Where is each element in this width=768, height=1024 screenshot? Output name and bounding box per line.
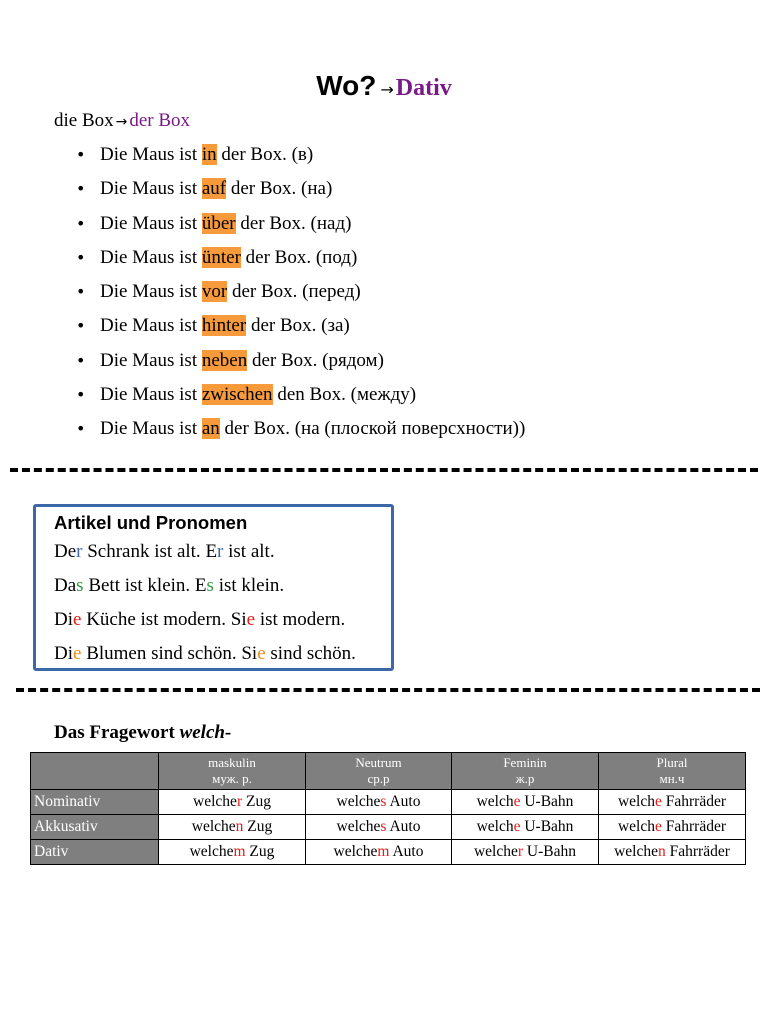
dashed-divider: [16, 688, 760, 692]
header-de: Plural: [656, 755, 688, 770]
table-cell: [452, 790, 599, 815]
stem: welch: [476, 793, 514, 810]
column-header: [159, 753, 306, 790]
header-ru: мн.ч: [659, 771, 685, 786]
noun: Auto: [386, 818, 421, 835]
stem: welche: [191, 818, 236, 835]
header-ru: муж. р.: [212, 771, 252, 786]
fragewort-word: welch-: [179, 722, 232, 743]
stem: welche: [614, 843, 658, 860]
column-header: [599, 753, 746, 790]
pronoun-ending: r: [217, 541, 224, 562]
arrow-icon: →: [115, 114, 128, 130]
list-item: [100, 138, 525, 172]
list-item: [100, 309, 525, 343]
sentence-end: der Box. (на (плоской поверсхности)): [219, 418, 526, 440]
ending: n: [658, 843, 666, 860]
noun: U-Bahn: [523, 843, 576, 860]
pronoun-stem: Si: [241, 643, 258, 664]
box-left: die Box: [54, 110, 114, 131]
sentence-start: Die Maus ist: [100, 212, 202, 234]
sentence-start: Die Maus ist: [100, 418, 202, 440]
ending: r: [236, 793, 243, 810]
sentence-end: den Box. (между): [272, 384, 417, 406]
article-ending: e: [73, 643, 82, 664]
stem: welche: [333, 843, 378, 860]
row-header: Akkusativ: [31, 815, 159, 840]
article-stem: Di: [54, 609, 73, 630]
sentence-end: der Box. (перед): [227, 281, 361, 303]
pronoun-ending: s: [206, 575, 214, 596]
article-stem: Di: [54, 643, 73, 664]
table-cell: [599, 790, 746, 815]
table-cell: [599, 815, 746, 840]
artikel-line: [54, 575, 284, 597]
list-item: [100, 275, 525, 309]
ending: s: [380, 793, 387, 810]
row-header: Dativ: [31, 840, 159, 865]
sentence-part: Schrank ist alt.: [82, 541, 206, 562]
corner-cell: [31, 753, 159, 790]
artikel-heading: Artikel und Pronomen: [54, 512, 248, 533]
ending: m: [233, 843, 246, 860]
preposition-highlight: vor: [201, 281, 228, 303]
table-cell: [159, 840, 306, 865]
box-transformation: [54, 110, 190, 132]
ending: e: [513, 793, 521, 810]
preposition-highlight: in: [201, 144, 217, 165]
sentence-end: der Box. (под): [240, 246, 358, 268]
column-header: [306, 753, 452, 790]
column-header: [452, 753, 599, 790]
sentence-start: Die Maus ist: [100, 178, 202, 200]
artikel-line: [54, 643, 356, 665]
stem: welch: [617, 793, 655, 810]
table-cell: [159, 790, 306, 815]
sentence-end: der Box. (в): [216, 144, 314, 165]
artikel-box: [33, 504, 394, 671]
table-cell: [159, 815, 306, 840]
ending: e: [655, 793, 662, 810]
ending: e: [655, 818, 662, 835]
ending: r: [517, 843, 524, 860]
noun: U-Bahn: [520, 818, 574, 835]
sentence-part: ist alt.: [223, 541, 275, 562]
pronoun-ending: e: [257, 643, 266, 664]
sentence-part: ist klein.: [213, 575, 285, 596]
stem: welche: [336, 818, 381, 835]
pronoun-stem: E: [205, 541, 218, 562]
noun: Auto: [389, 843, 424, 860]
fragewort-label: Das Fragewort: [54, 722, 180, 743]
table-row: [31, 815, 746, 840]
stem: welche: [193, 793, 237, 810]
fragewort-heading: [54, 722, 231, 744]
title-arrow-icon: →: [380, 80, 394, 99]
artikel-line: [54, 609, 345, 631]
stem: welche: [473, 843, 518, 860]
stem: welche: [189, 843, 234, 860]
stem: welche: [336, 793, 381, 810]
row-header: Nominativ: [31, 790, 159, 815]
page-title: [0, 70, 768, 102]
sentence-end: der Box. (рядом): [247, 349, 384, 371]
pronoun-stem: Si: [230, 609, 247, 630]
sentence-start: Die Maus ist: [100, 349, 202, 371]
preposition-highlight: zwischen: [201, 384, 273, 406]
list-item: [100, 344, 525, 378]
noun: Fahrräder: [661, 793, 727, 810]
list-item: [100, 378, 525, 412]
sentence-start: Die Maus ist: [100, 281, 202, 303]
header-de: Neutrum: [355, 755, 402, 770]
sentence-part: ist modern.: [255, 609, 346, 630]
table-row: [31, 790, 746, 815]
header-de: maskulin: [208, 755, 256, 770]
ending: n: [235, 818, 244, 835]
list-item: [100, 241, 525, 275]
box-right: der Box: [129, 110, 191, 131]
stem: welch: [617, 818, 655, 835]
table-cell: [599, 840, 746, 865]
ending: s: [380, 818, 387, 835]
table-row: [31, 840, 746, 865]
article-ending: s: [76, 575, 84, 596]
sentence-part: Bett ist klein.: [83, 575, 195, 596]
table-cell: [306, 790, 452, 815]
title-sub: Dativ: [395, 75, 452, 101]
noun: Zug: [245, 843, 275, 860]
table-cell: [452, 840, 599, 865]
noun: Zug: [243, 818, 273, 835]
noun: U-Bahn: [520, 793, 574, 810]
pronoun-ending: e: [246, 609, 256, 630]
sentence-start: Die Maus ist: [100, 315, 202, 337]
preposition-list: [100, 138, 525, 447]
preposition-highlight: ünter: [201, 246, 241, 268]
sentence-part: Küche ist modern.: [81, 609, 231, 630]
header-ru: ср.р: [367, 771, 390, 786]
list-item: [100, 207, 525, 241]
sentence-start: Die Maus ist: [100, 246, 202, 268]
noun: Zug: [242, 793, 271, 810]
sentence-end: der Box. (над): [235, 212, 352, 234]
title-main: Wo?: [316, 70, 377, 101]
preposition-highlight: über: [201, 212, 236, 234]
sentence-end: der Box. (за): [246, 315, 350, 337]
pronoun-stem: E: [194, 575, 207, 596]
header-ru: ж.р: [515, 771, 535, 786]
table-cell: [452, 815, 599, 840]
artikel-line: [54, 541, 275, 563]
preposition-highlight: neben: [201, 349, 248, 371]
header-de: Feminin: [503, 755, 547, 770]
table-cell: [306, 815, 452, 840]
list-item: [100, 172, 525, 206]
ending: m: [377, 843, 390, 860]
dashed-divider: [10, 468, 758, 472]
stem: welch: [476, 818, 514, 835]
preposition-highlight: hinter: [201, 315, 247, 337]
ending: e: [513, 818, 521, 835]
list-item: [100, 412, 525, 446]
table-cell: [306, 840, 452, 865]
article-stem: Da: [54, 575, 77, 596]
noun: Fahrräder: [661, 818, 727, 835]
sentence-start: Die Maus ist: [100, 384, 202, 406]
table-header-row: [31, 753, 746, 790]
sentence-part: sind schön.: [265, 643, 356, 664]
preposition-highlight: auf: [201, 178, 227, 200]
sentence-start: Die Maus ist: [100, 144, 202, 165]
article-ending: e: [73, 609, 82, 630]
noun: Fahrräder: [665, 843, 730, 860]
declension-table: [30, 752, 746, 865]
article-ending: r: [76, 541, 83, 562]
article-stem: De: [54, 541, 77, 562]
noun: Auto: [386, 793, 421, 810]
sentence-end: der Box. (на): [226, 178, 333, 200]
preposition-highlight: an: [201, 418, 220, 440]
sentence-part: Blumen sind schön.: [81, 643, 242, 664]
